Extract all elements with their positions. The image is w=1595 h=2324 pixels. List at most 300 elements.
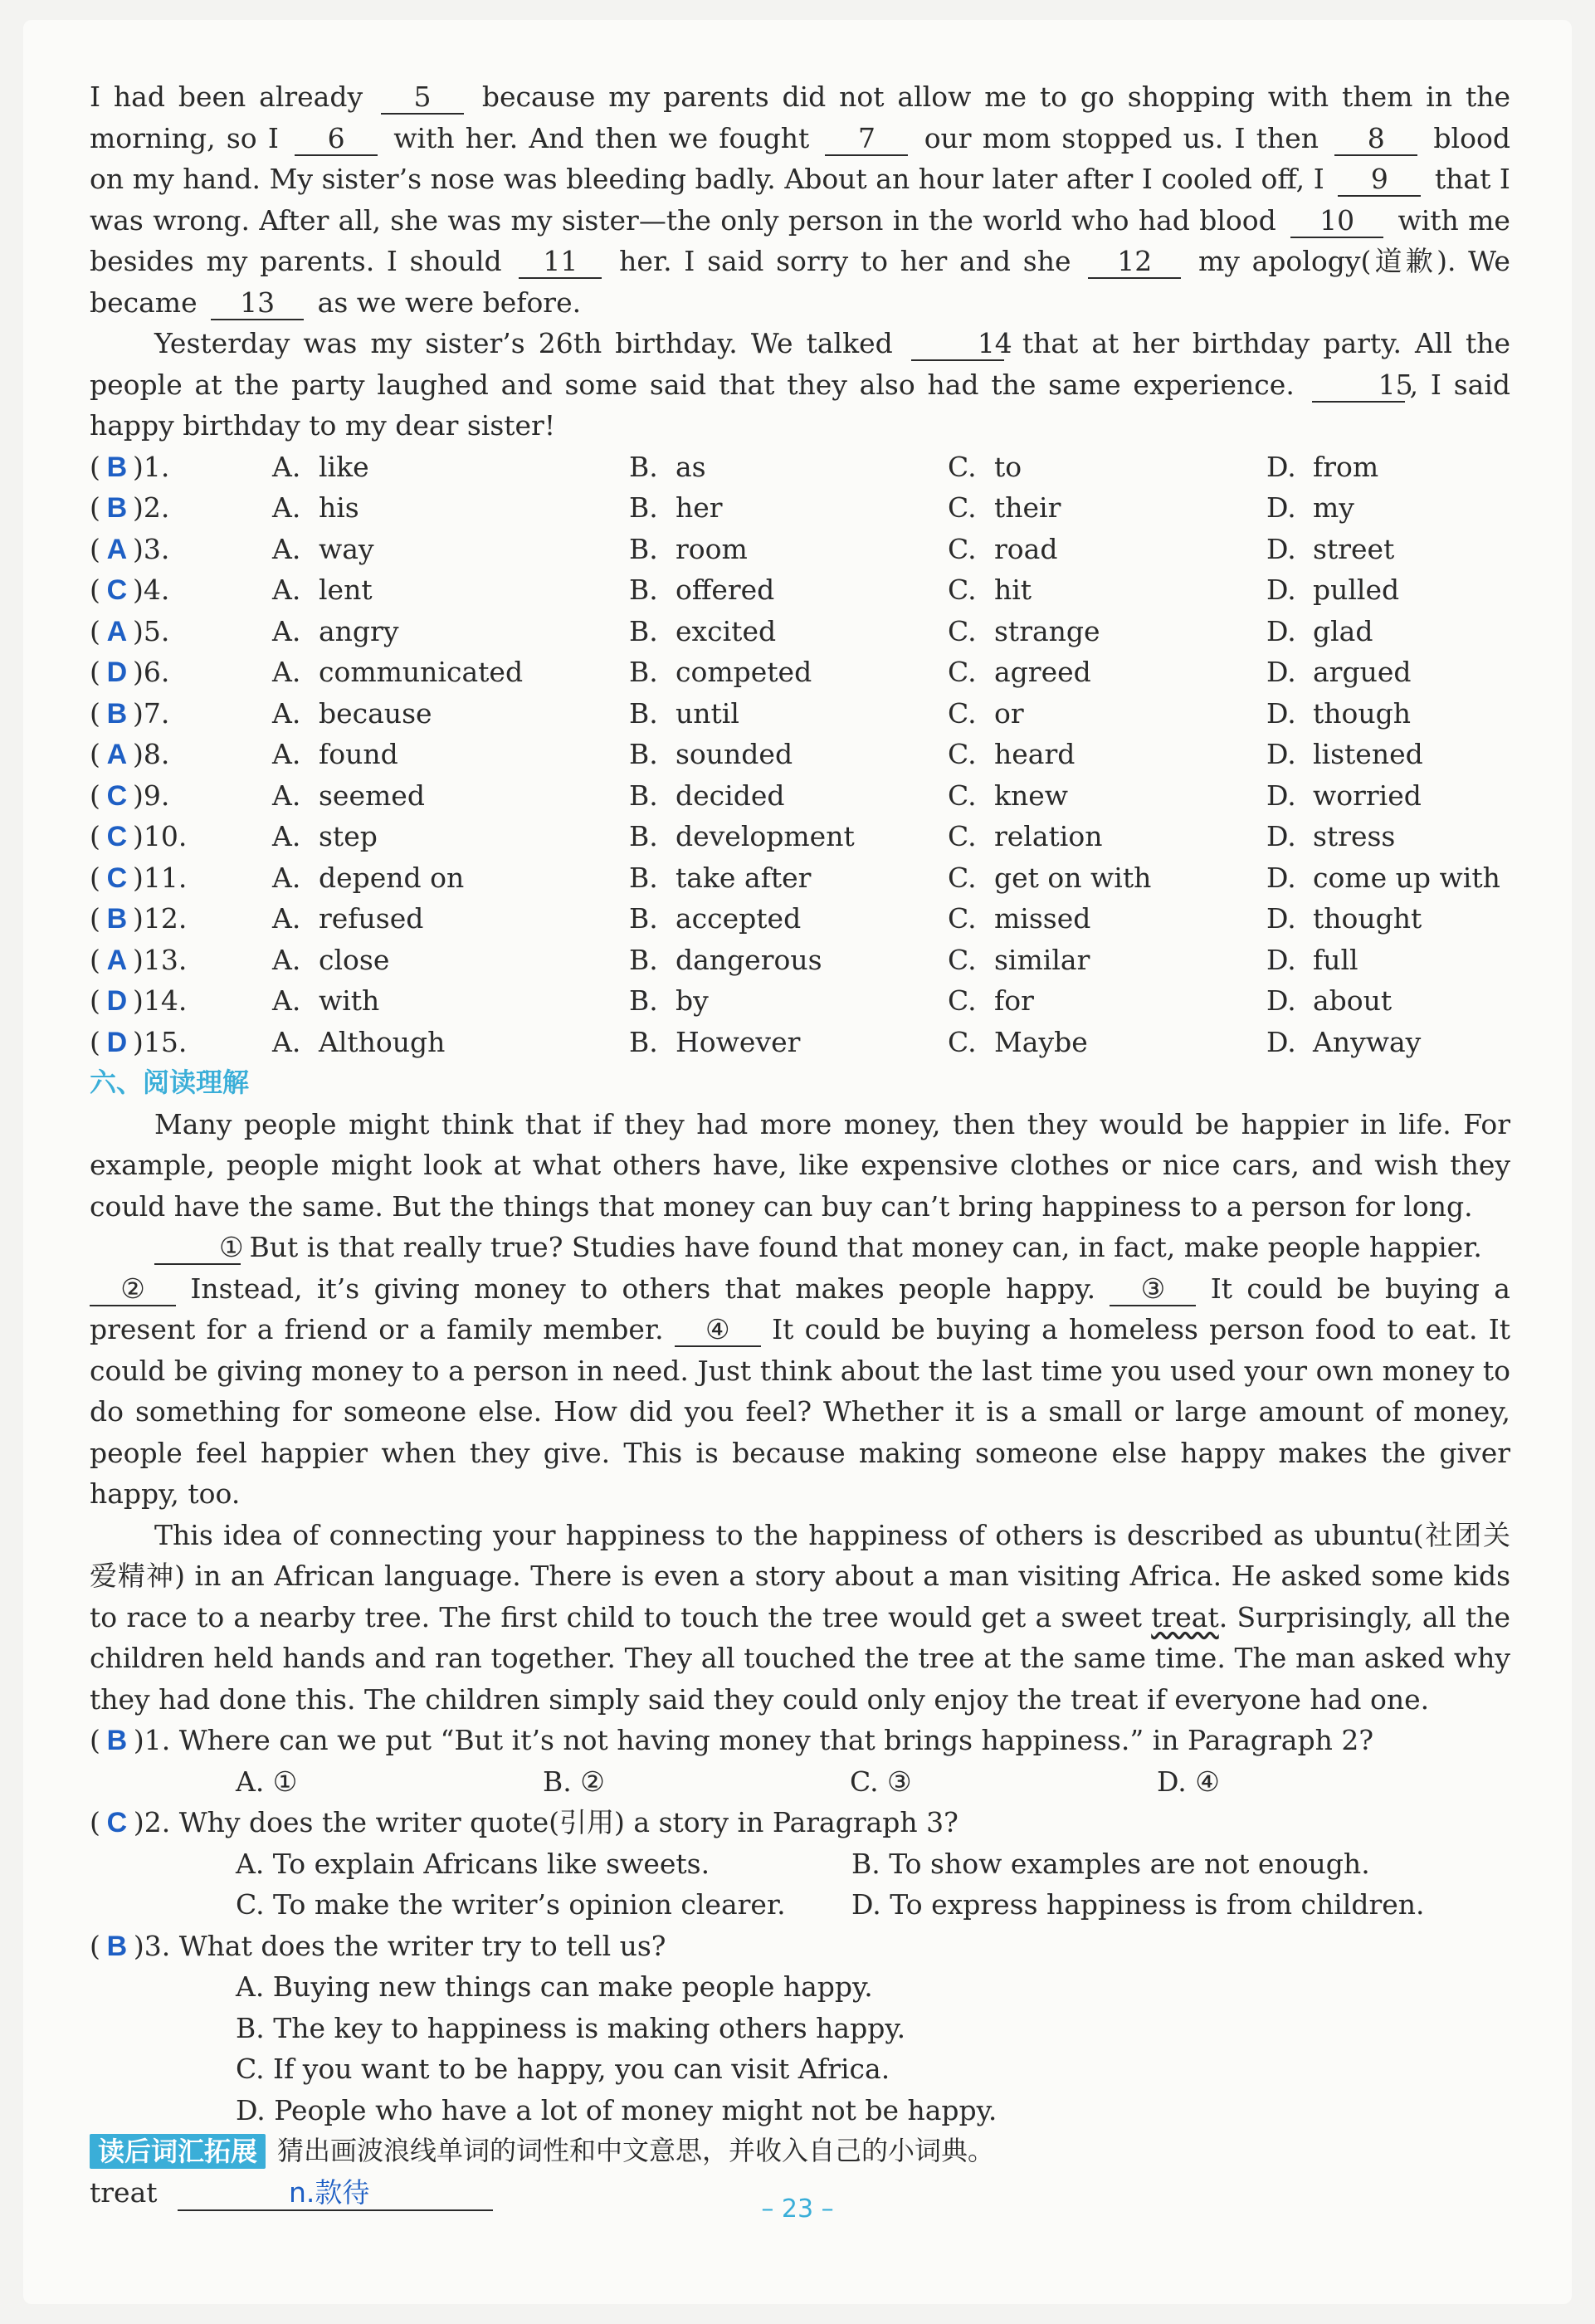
wavy-word-treat: treat: [1151, 1600, 1219, 1633]
gap-1[interactable]: ①: [154, 1232, 241, 1265]
option-c[interactable]: [948, 775, 1266, 818]
option-letter: D.: [1266, 532, 1296, 565]
cloze-question-row: [90, 734, 1510, 775]
option-b[interactable]: B. The key to happiness is making others happy.: [236, 2011, 906, 2044]
answer-mark[interactable]: C: [106, 779, 128, 812]
passage-text: as we were before.: [317, 286, 582, 319]
option-d[interactable]: [1266, 940, 1515, 982]
answer-mark[interactable]: A: [106, 739, 128, 770]
option-text: heard: [994, 738, 1076, 770]
option-letter: B.: [629, 532, 658, 565]
option-text: stress: [1313, 820, 1396, 852]
option-text: from: [1313, 450, 1379, 483]
option-letter: B.: [629, 943, 658, 976]
blank-10[interactable]: 10: [1290, 205, 1383, 238]
answer-mark[interactable]: A: [106, 944, 128, 976]
option-letter: C.: [948, 779, 977, 812]
option-text: knew: [994, 779, 1069, 812]
option-d[interactable]: [1266, 816, 1515, 858]
option-d[interactable]: [1266, 652, 1515, 694]
option-b[interactable]: [629, 569, 948, 612]
option-b[interactable]: B. ②: [543, 1765, 605, 1798]
option-d[interactable]: [1266, 487, 1515, 530]
cloze-question-row: [90, 857, 1510, 899]
answer-cell: [90, 816, 133, 858]
option-text: full: [1313, 943, 1358, 976]
option-d[interactable]: [1266, 529, 1515, 571]
option-c[interactable]: C. ③: [850, 1765, 912, 1798]
option-letter: D.: [1266, 656, 1296, 688]
question-number: )1.: [133, 450, 170, 483]
option-a[interactable]: [272, 487, 629, 530]
blank-8[interactable]: 8: [1334, 123, 1417, 156]
option-text: their: [994, 491, 1061, 524]
option-letter: D.: [1266, 779, 1296, 812]
cloze-question-row: [90, 775, 1510, 817]
option-text: room: [676, 532, 748, 565]
option-letter: A.: [272, 614, 301, 647]
option-d[interactable]: D. People who have a lot of money might not be happy.: [236, 2093, 997, 2126]
answer-cell: [90, 487, 133, 530]
paren: (: [90, 491, 100, 524]
passage-text: This idea of connecting your happiness to the happiness of others is described as ubuntu(社团关爱精神) in an African language. There is even a story about a man visiting Africa. He asked some kids to race to a nearby tree. The first child to touch the tree would get a sweet: [90, 1518, 1510, 1633]
option-b[interactable]: [629, 487, 948, 530]
question-number: )8.: [133, 738, 170, 770]
reading-paragraph-3: [90, 1515, 1510, 1721]
option-letter: D.: [1266, 902, 1296, 935]
option-text: come up with: [1313, 861, 1500, 894]
question-number: )4.: [133, 574, 170, 606]
option-a[interactable]: [272, 857, 629, 900]
question-number: )5.: [133, 614, 170, 647]
cloze-question-row: [90, 980, 1510, 1022]
cloze-question-row: [90, 816, 1510, 857]
answer-mark[interactable]: A: [106, 533, 128, 565]
question-number: )15.: [133, 1025, 188, 1058]
option-b[interactable]: [629, 898, 948, 940]
question-number: )2.: [133, 491, 170, 524]
answer-mark[interactable]: D: [106, 1026, 128, 1058]
option-text: listened: [1313, 738, 1423, 770]
answer-cell: [90, 611, 133, 653]
answer-mark[interactable]: C: [106, 1807, 128, 1838]
cloze-paragraph-2: [90, 323, 1510, 447]
option-c[interactable]: C. To make the writer’s opinion clearer.: [236, 1888, 786, 1921]
vocab-extension-header: [90, 2131, 1510, 2172]
option-letter: D.: [1266, 491, 1296, 524]
option-a[interactable]: [272, 1022, 629, 1064]
option-text: street: [1313, 532, 1395, 565]
reading-question-1: [90, 1720, 1510, 1761]
option-b[interactable]: [629, 940, 948, 982]
paren: (: [90, 820, 100, 852]
option-letter: C.: [948, 902, 977, 935]
question-number: )9.: [133, 779, 170, 812]
option-letter: B.: [629, 820, 658, 852]
option-letter: B.: [629, 902, 658, 935]
answer-mark[interactable]: B: [106, 492, 128, 524]
option-text: get on with: [994, 861, 1152, 894]
answer-cell: [90, 529, 133, 571]
passage-text: It could be buying a homeless person food to eat. It could be giving money to a person in need. Just think about the last time you used your own money to do something for someone else. How did you feel? Whether it is a small or large amount of money, people feel happier when they give. This is because making someone else happy makes the giver happy, too.: [90, 1313, 1510, 1510]
option-text: her: [676, 491, 723, 524]
option-letter: C.: [948, 696, 977, 730]
reading-question-3: [90, 1926, 1510, 1967]
option-text: seemed: [319, 779, 425, 812]
option-c[interactable]: C. If you want to be happy, you can visit Africa.: [236, 2053, 890, 2085]
cloze-question-list: [90, 447, 1510, 1063]
option-a[interactable]: [272, 652, 629, 694]
option-letter: A.: [272, 902, 301, 935]
option-letter: D.: [1266, 696, 1296, 730]
option-d[interactable]: [1266, 611, 1515, 653]
gap-4[interactable]: ④: [675, 1314, 761, 1347]
gap-3[interactable]: ③: [1110, 1273, 1196, 1306]
option-c[interactable]: [948, 611, 1266, 653]
option-letter: D.: [1266, 738, 1296, 770]
answer-mark[interactable]: A: [106, 615, 128, 647]
answer-mark[interactable]: D: [106, 657, 128, 688]
option-text: like: [319, 450, 369, 483]
answer-cell: [90, 980, 133, 1023]
blank-9[interactable]: 9: [1338, 164, 1421, 197]
paren: (: [90, 779, 100, 812]
option-letter: D.: [1266, 1025, 1296, 1058]
option-a[interactable]: [272, 775, 629, 818]
option-letter: A.: [272, 574, 301, 606]
question-number: )6.: [133, 656, 170, 688]
option-c[interactable]: [948, 940, 1266, 982]
option-text: strange: [994, 614, 1100, 647]
passage-text: our mom stopped us. I then: [924, 121, 1319, 154]
vocab-answer-field[interactable]: n.款待: [178, 2176, 493, 2211]
option-letter: B.: [629, 491, 658, 524]
answer-cell: [90, 734, 133, 776]
option-letter: A.: [272, 820, 301, 852]
blank-11[interactable]: 11: [519, 246, 602, 279]
option-letter: D.: [1266, 861, 1296, 894]
answer-cell: [90, 940, 133, 982]
answer-cell: [90, 857, 133, 900]
option-d[interactable]: D. To express happiness is from children.: [851, 1888, 1425, 1921]
option-d[interactable]: [1266, 1022, 1515, 1064]
cloze-question-row: [90, 447, 1510, 488]
option-text: thought: [1313, 902, 1422, 935]
cloze-question-row: [90, 652, 1510, 693]
option-text: or: [994, 696, 1024, 730]
option-d[interactable]: [1266, 447, 1515, 489]
passage-text: parents. I should: [260, 245, 502, 277]
option-letter: C.: [948, 861, 977, 894]
gap-2[interactable]: ②: [90, 1273, 176, 1306]
blank-5[interactable]: 5: [381, 81, 464, 115]
answer-mark[interactable]: C: [106, 821, 128, 852]
cloze-paragraph-1: [90, 76, 1510, 323]
option-letter: A.: [272, 943, 301, 976]
option-text: his: [319, 491, 359, 524]
option-letter: C.: [948, 491, 977, 524]
answer-mark[interactable]: B: [106, 451, 128, 483]
passage-text: , I said happy birthday to my dear sister!: [90, 368, 1510, 442]
passage-text: It could be buying a present for a friend or a family member.: [90, 1272, 1510, 1345]
option-text: argued: [1313, 656, 1412, 688]
question-number: )12.: [133, 902, 188, 935]
option-b[interactable]: [629, 816, 948, 858]
paren: (: [90, 861, 100, 894]
vocab-instruction: 猜出画波浪线单词的词性和中文意思，并收入自己的小词典。: [277, 2135, 995, 2166]
option-letter: D.: [1266, 984, 1296, 1017]
option-a[interactable]: A. ①: [236, 1765, 298, 1798]
cloze-question-row: [90, 1022, 1510, 1063]
option-letter: A.: [272, 779, 301, 812]
option-c[interactable]: [948, 693, 1266, 735]
option-letter: B.: [629, 738, 658, 770]
answer-cell: [90, 569, 133, 612]
option-c[interactable]: [948, 652, 1266, 694]
option-letter: A.: [272, 984, 301, 1017]
cloze-question-row: [90, 693, 1510, 735]
answer-cell: [90, 652, 133, 694]
reading-paragraph-1: Many people might think that if they had more money, then they would be happier in life. For example, people might look at what others have, like expensive clothes or nice cars, and wish they could have the same. But the things that money can buy can’t bring happiness to a person for long.: [90, 1107, 1510, 1223]
passage-text: Yesterday was my sister’s 26th birthday. We talked: [154, 327, 893, 359]
reading-paragraph-2-cont: [90, 1268, 1510, 1515]
option-letter: A.: [272, 738, 301, 770]
option-letter: A.: [272, 491, 301, 524]
option-text: until: [676, 696, 739, 730]
option-b[interactable]: [629, 611, 948, 653]
option-text: refused: [319, 902, 424, 935]
paren: (: [90, 532, 100, 565]
paren: (: [90, 450, 100, 483]
blank-14[interactable]: 14: [911, 328, 1004, 361]
option-text: excited: [676, 614, 777, 647]
option-text: with: [319, 984, 380, 1017]
answer-mark[interactable]: D: [106, 985, 128, 1017]
passage-text: that I was wrong.: [90, 163, 1510, 237]
option-c[interactable]: [948, 816, 1266, 858]
option-letter: D.: [1266, 820, 1296, 852]
option-a[interactable]: [272, 940, 629, 982]
question-1-options: [90, 1761, 1510, 1803]
paren: (: [90, 902, 100, 935]
option-c[interactable]: [948, 1022, 1266, 1064]
blank-12[interactable]: 12: [1088, 246, 1181, 279]
question-number: )7.: [133, 696, 170, 730]
page-number: – 23 –: [761, 2195, 834, 2224]
option-text: sounded: [676, 738, 793, 770]
option-b[interactable]: [629, 447, 948, 489]
blank-13[interactable]: 13: [211, 287, 304, 320]
option-text: worried: [1313, 779, 1422, 812]
option-b[interactable]: B. To show examples are not enough.: [851, 1847, 1370, 1880]
option-a[interactable]: [272, 693, 629, 735]
option-letter: B.: [629, 984, 658, 1017]
option-text: though: [1313, 696, 1412, 730]
option-c[interactable]: [948, 569, 1266, 612]
answer-mark[interactable]: B: [106, 1930, 128, 1962]
blank-15[interactable]: 15: [1312, 369, 1405, 403]
option-b[interactable]: [629, 693, 948, 735]
option-c[interactable]: [948, 529, 1266, 571]
answer-mark[interactable]: B: [106, 903, 128, 935]
option-text: agreed: [994, 656, 1091, 688]
option-d[interactable]: [1266, 898, 1515, 940]
question-stem: )2. Why does the writer quote(引用) a story in Paragraph 3?: [133, 1806, 958, 1838]
option-a[interactable]: [272, 569, 629, 612]
option-a[interactable]: [272, 611, 629, 653]
option-c[interactable]: [948, 734, 1266, 776]
paren: (: [90, 614, 100, 647]
paren: (: [90, 1025, 100, 1058]
option-letter: B.: [629, 779, 658, 812]
option-d[interactable]: [1266, 569, 1515, 612]
cloze-question-row: [90, 940, 1510, 981]
option-letter: C.: [948, 574, 977, 606]
option-text: lent: [319, 574, 373, 606]
option-d[interactable]: [1266, 857, 1515, 900]
option-text: missed: [994, 902, 1091, 935]
option-c[interactable]: [948, 898, 1266, 940]
option-b[interactable]: [629, 980, 948, 1023]
answer-mark[interactable]: B: [106, 1725, 128, 1756]
option-text: road: [994, 532, 1058, 565]
option-b[interactable]: [629, 775, 948, 818]
option-text: angry: [319, 614, 399, 647]
option-text: similar: [994, 943, 1090, 976]
cloze-question-row: [90, 487, 1510, 529]
option-b[interactable]: [629, 652, 948, 694]
option-letter: B.: [629, 696, 658, 730]
option-letter: B.: [629, 656, 658, 688]
option-b[interactable]: [629, 734, 948, 776]
option-letter: A.: [272, 656, 301, 688]
option-a[interactable]: [272, 529, 629, 571]
option-letter: B.: [629, 450, 658, 483]
option-text: pulled: [1313, 574, 1400, 606]
passage-text: so I: [226, 121, 279, 154]
option-b[interactable]: [629, 857, 948, 900]
question-number: )10.: [133, 820, 188, 852]
option-d[interactable]: [1266, 693, 1515, 735]
option-text: to: [994, 450, 1022, 483]
option-b[interactable]: [629, 1022, 948, 1064]
vocab-badge: 读后词汇拓展: [90, 2134, 266, 2169]
option-text: by: [676, 984, 709, 1017]
passage-text: her. I said sorry to her and she: [619, 245, 1071, 277]
option-letter: D.: [1266, 614, 1296, 647]
option-letter: C.: [948, 656, 977, 688]
option-text: as: [676, 450, 706, 483]
option-text: because: [319, 696, 432, 730]
answer-mark[interactable]: C: [106, 862, 128, 894]
option-c[interactable]: [948, 857, 1266, 900]
option-letter: C.: [948, 1025, 977, 1058]
option-a[interactable]: [272, 734, 629, 776]
option-letter: C.: [948, 738, 977, 770]
option-letter: B.: [629, 1025, 658, 1058]
passage-text: because my parents did not allow me to go shopping with them in the morning,: [90, 81, 1510, 154]
passage-text: I had been already: [90, 81, 363, 113]
option-a[interactable]: [272, 898, 629, 940]
option-d[interactable]: [1266, 980, 1515, 1023]
question-stem: )1. Where can we put “But it’s not having money that brings happiness.” in Paragraph 2?: [133, 1724, 1374, 1756]
option-text: offered: [676, 574, 775, 606]
option-d[interactable]: D. ④: [1157, 1765, 1220, 1798]
option-a[interactable]: [272, 447, 629, 489]
passage-text: blood on my hand.: [90, 121, 1510, 195]
option-a[interactable]: A. Buying new things can make people happy.: [236, 1970, 873, 2003]
cloze-question-row: [90, 529, 1510, 570]
answer-cell: [90, 898, 133, 940]
answer-mark[interactable]: C: [106, 574, 128, 606]
option-letter: D.: [1266, 574, 1296, 606]
option-letter: A.: [272, 696, 301, 730]
passage-text: My sister’s nose was bleeding badly. About an hour later after I cooled off, I: [269, 163, 1324, 195]
paren: (: [90, 1724, 100, 1756]
option-text: However: [676, 1025, 801, 1058]
worksheet-content: [90, 76, 1510, 2219]
option-letter: B.: [629, 614, 658, 647]
answer-cell: [90, 693, 133, 735]
passage-text: After all, she was my sister—the only person in the world who had blood: [259, 203, 1276, 237]
passage-text: But is that really true? Studies have found that money can, in fact, make people happier.: [249, 1231, 1482, 1263]
option-a[interactable]: [272, 980, 629, 1023]
option-letter: D.: [1266, 450, 1296, 483]
option-text: Maybe: [994, 1025, 1088, 1058]
option-d[interactable]: [1266, 775, 1515, 818]
passage-text: Instead, it’s giving money to others that makes people happy.: [190, 1272, 1096, 1305]
reading-paragraph-2: [90, 1227, 1510, 1268]
option-letter: B.: [629, 861, 658, 894]
option-b[interactable]: [629, 529, 948, 571]
option-text: communicated: [319, 656, 524, 688]
option-text: my: [1313, 491, 1354, 524]
option-text: hit: [994, 574, 1032, 606]
option-letter: C.: [948, 984, 977, 1017]
blank-6[interactable]: 6: [295, 123, 378, 156]
option-letter: A.: [272, 450, 301, 483]
paren: (: [90, 574, 100, 606]
question-number: )14.: [133, 984, 188, 1017]
option-letter: D.: [1266, 943, 1296, 976]
option-text: dangerous: [676, 943, 822, 976]
option-c[interactable]: [948, 980, 1266, 1023]
answer-cell: [90, 1022, 133, 1064]
question-number: )3.: [133, 532, 170, 565]
option-text: about: [1313, 984, 1393, 1017]
paren: (: [90, 738, 100, 770]
blank-7[interactable]: 7: [825, 123, 908, 156]
passage-text: that at her birthday party. All the people at the party laughed and some said that they also had the same experience.: [90, 327, 1510, 401]
passage-text: . Surprisingly, all the children held hands and ran together. They all touched the tree at the same time. The man asked why they had done this. The children simply said they could only enjoy the treat if everyone had one.: [90, 1600, 1510, 1716]
option-c[interactable]: [948, 447, 1266, 489]
option-a[interactable]: [272, 816, 629, 858]
answer-cell: [90, 447, 133, 489]
option-text: found: [319, 738, 398, 770]
option-c[interactable]: [948, 487, 1266, 530]
answer-mark[interactable]: B: [106, 697, 128, 730]
passage-text: with me besides my: [90, 203, 1510, 277]
option-text: for: [994, 984, 1034, 1017]
option-d[interactable]: [1266, 734, 1515, 776]
option-a[interactable]: A. To explain Africans like sweets.: [236, 1847, 710, 1880]
question-number: )13.: [133, 943, 188, 976]
option-letter: C.: [948, 614, 977, 647]
option-text: relation: [994, 820, 1103, 852]
option-text: way: [319, 532, 374, 565]
option-text: close: [319, 943, 390, 976]
option-text: depend on: [319, 861, 465, 894]
